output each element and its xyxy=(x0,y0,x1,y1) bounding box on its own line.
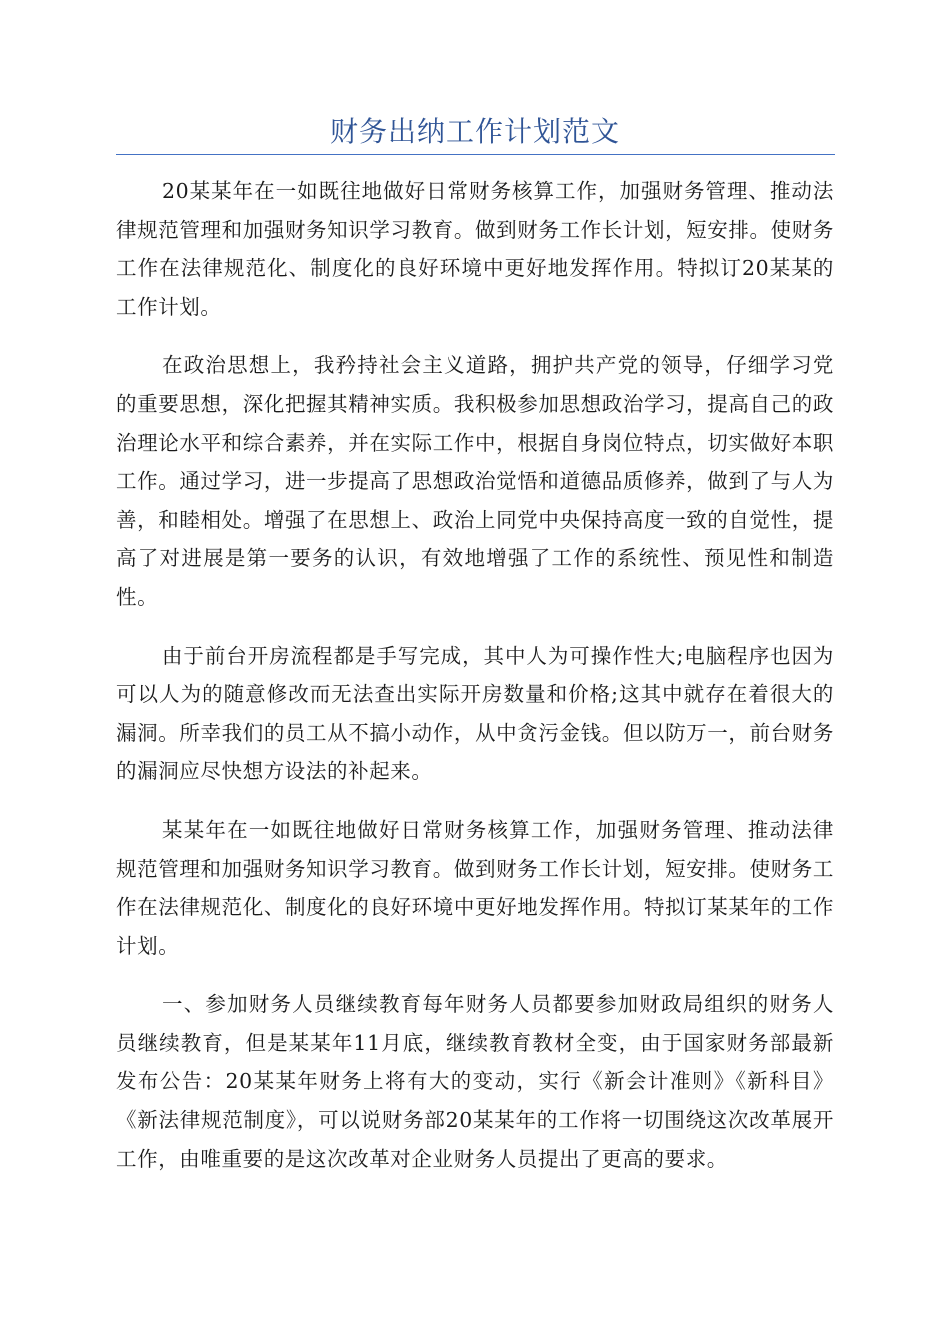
document-body xyxy=(116,172,834,1198)
paragraph-1: 20某某年在一如既往地做好日常财务核算工作，加强财务管理、推动法律规范管理和加强财务知识学习教育。做到财务工作长计划，短安排。使财务工作在法律规范化、制度化的良好环境中更好地发挥作用。特拟订20某某的工作计划。 xyxy=(116,179,834,319)
paragraph-5: 一、参加财务人员继续教育每年财务人员都要参加财政局组织的财务人员继续教育，但是某某年11月底，继续教育教材全变，由于国家财务部最新发布公告：20某某年财务上将有大的变动，实行《新会计准则》《新科目》《新法律规范制度》，可以说财务部20某某年的工作将一切围绕这次改革展开工作，由唯重要的是这次改革对企业财务人员提出了更高的要求。 xyxy=(116,992,834,1171)
document-title: 财务出纳工作计划范文 xyxy=(329,115,620,148)
paragraph-2: 在政治思想上，我矜持社会主义道路，拥护共产党的领导，仔细学习党的重要思想，深化把握其精神实质。我积极参加思想政治学习，提高自己的政治理论水平和综合素养，并在实际工作中，根据自身岗位特点，切实做好本职工作。通过学习，进一步提高了思想政治觉悟和道德品质修养，做到了与人为善，和睦相处。增强了在思想上、政治上同党中央保持高度一致的自觉性，提高了对进展是第一要务的认识，有效地增强了工作的系统性、预见性和制造性。 xyxy=(116,353,834,609)
paragraph-4: 某某年在一如既往地做好日常财务核算工作，加强财务管理、推动法律规范管理和加强财务知识学习教育。做到财务工作长计划，短安排。使财务工作在法律规范化、制度化的良好环境中更好地发挥作用。特拟订某某年的工作计划。 xyxy=(116,817,834,958)
paragraph-3: 由于前台开房流程都是手写完成，其中人为可操作性大;电脑程序也因为可以人为的随意修改而无法查出实际开房数量和价格;这其中就存在着很大的漏洞。所幸我们的员工从不搞小动作，从中贪污金钱。但以防万一，前台财务的漏洞应尽快想方设法的补起来。 xyxy=(116,643,834,784)
title-underline-rule xyxy=(116,154,835,155)
